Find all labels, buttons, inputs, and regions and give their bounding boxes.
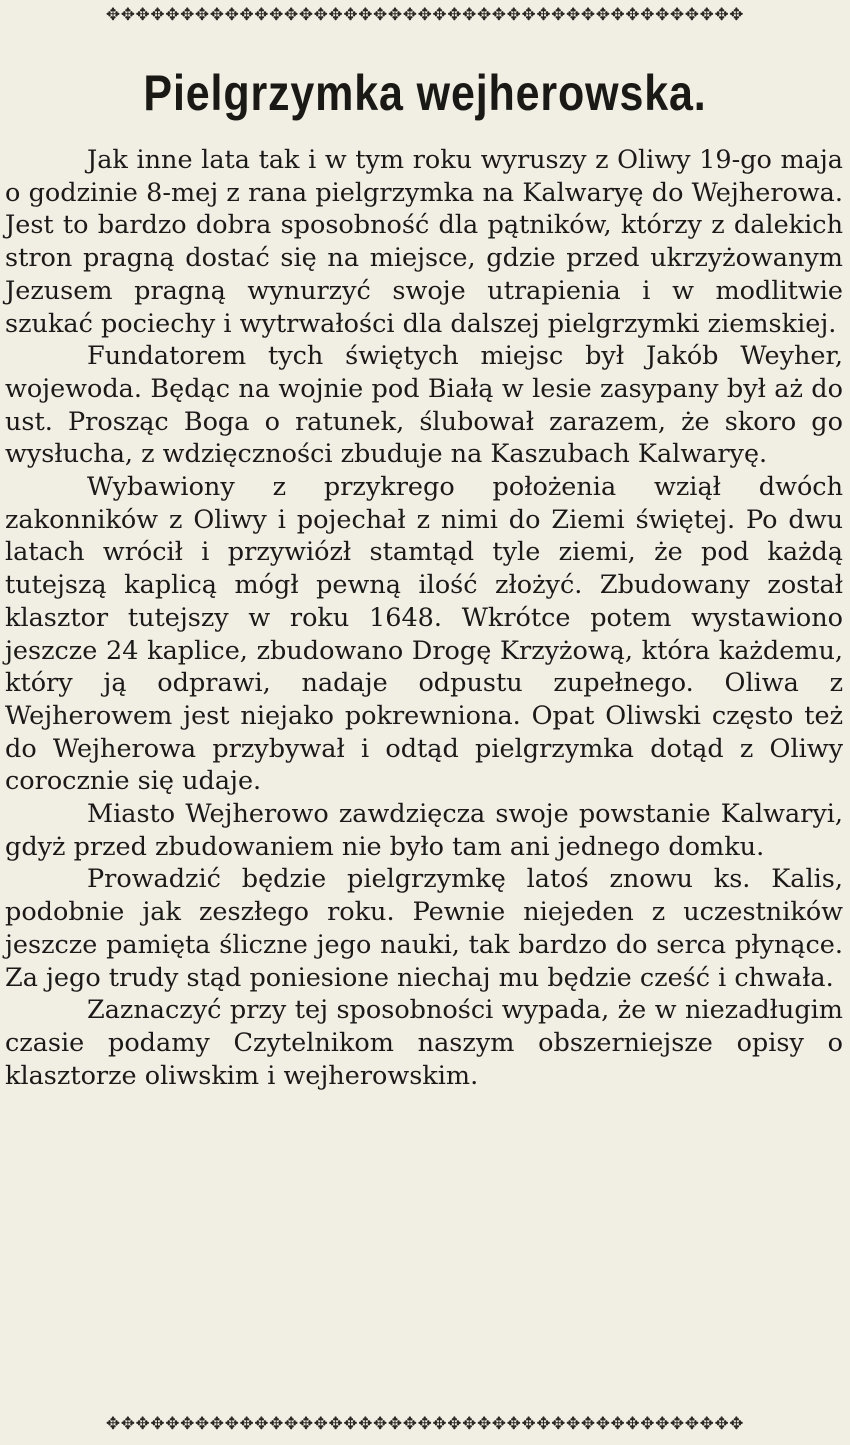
article-paragraph: Miasto Wejherowo zawdzięcza swoje powstanie Kalwaryi, gdyż przed zbudowaniem nie było tam ani jednego domku. (5, 799, 843, 862)
article-paragraph: Wybawiony z przykrego położenia wziął dwóch zakonników z Oliwy i pojechał z nimi do Ziemi świętej. Po dwu latach wrócił i przywiózł stamtąd tyle ziemi, że pod każdą tutejszą kaplicą mógł pewną ilość złożyć. Zbudowany został klasztor tutejszy w roku 1648. Wkrótce potem wystawiono jeszcze 24 kaplice, zbudowano Drogę Krzyżową, która każdemu, który ją odprawi, nadaje odpustu zupełnego. Oliwa z Wejherowem jest niejako pokrewniona. Opat Oliwski często też do Wejherowa przybywał i odtąd pielgrzymka dotąd z Oliwy corocznie się udaje. (5, 472, 843, 797)
top-ornament-border: ✥✥✥✥✥✥✥✥✥✥✥✥✥✥✥✥✥✥✥✥✥✥✥✥✥✥✥✥✥✥✥✥✥✥✥✥✥✥✥✥✥✥✥ (105, 5, 745, 25)
article-paragraph: Jak inne lata tak i w tym roku wyruszy z Oliwy 19-go maja o godzinie 8-mej z rana pielgrzymka na Kalwaryę do Wejherowa. Jest to bardzo dobra sposobność dla pątników, którzy z dalekich stron pragną dostać się na miejsce, gdzie przed ukrzyżowanym Jezusem pragną wynurzyć swoje utrapienia i w modlitwie szukać pociechy i wytrwałości dla dalszej pielgrzymki ziemskiej. (5, 145, 843, 339)
article-title: Pielgrzymka wejherowska. (143, 65, 707, 121)
bottom-ornament-border: ✥✥✥✥✥✥✥✥✥✥✥✥✥✥✥✥✥✥✥✥✥✥✥✥✥✥✥✥✥✥✥✥✥✥✥✥✥✥✥✥✥✥✥ (105, 1414, 745, 1434)
article-paragraph: Zaznaczyć przy tej sposobności wypada, że w niezadługim czasie podamy Czytelnikom naszym obszerniejsze opisy o klasztorze oliwskim i wejherowskim. (5, 995, 843, 1091)
article-body (5, 144, 843, 1092)
article-paragraph: Fundatorem tych świętych miejsc był Jakób Weyher, wojewoda. Będąc na wojnie pod Białą w lesie zasypany był aż do ust. Prosząc Boga o ratunek, ślubował zarazem, że skoro go wysłucha, z wdzięczności zbuduje na Kaszubach Kalwaryę. (5, 341, 843, 470)
article-paragraph: Prowadzić będzie pielgrzymkę latoś znowu ks. Kalis, podobnie jak zeszłego roku. Pewnie niejeden z uczestników jeszcze pamięta śliczne jego nauki, tak bardzo do serca płynące. Za jego trudy stąd poniesione niechaj mu będzie cześć i chwała. (5, 864, 843, 993)
